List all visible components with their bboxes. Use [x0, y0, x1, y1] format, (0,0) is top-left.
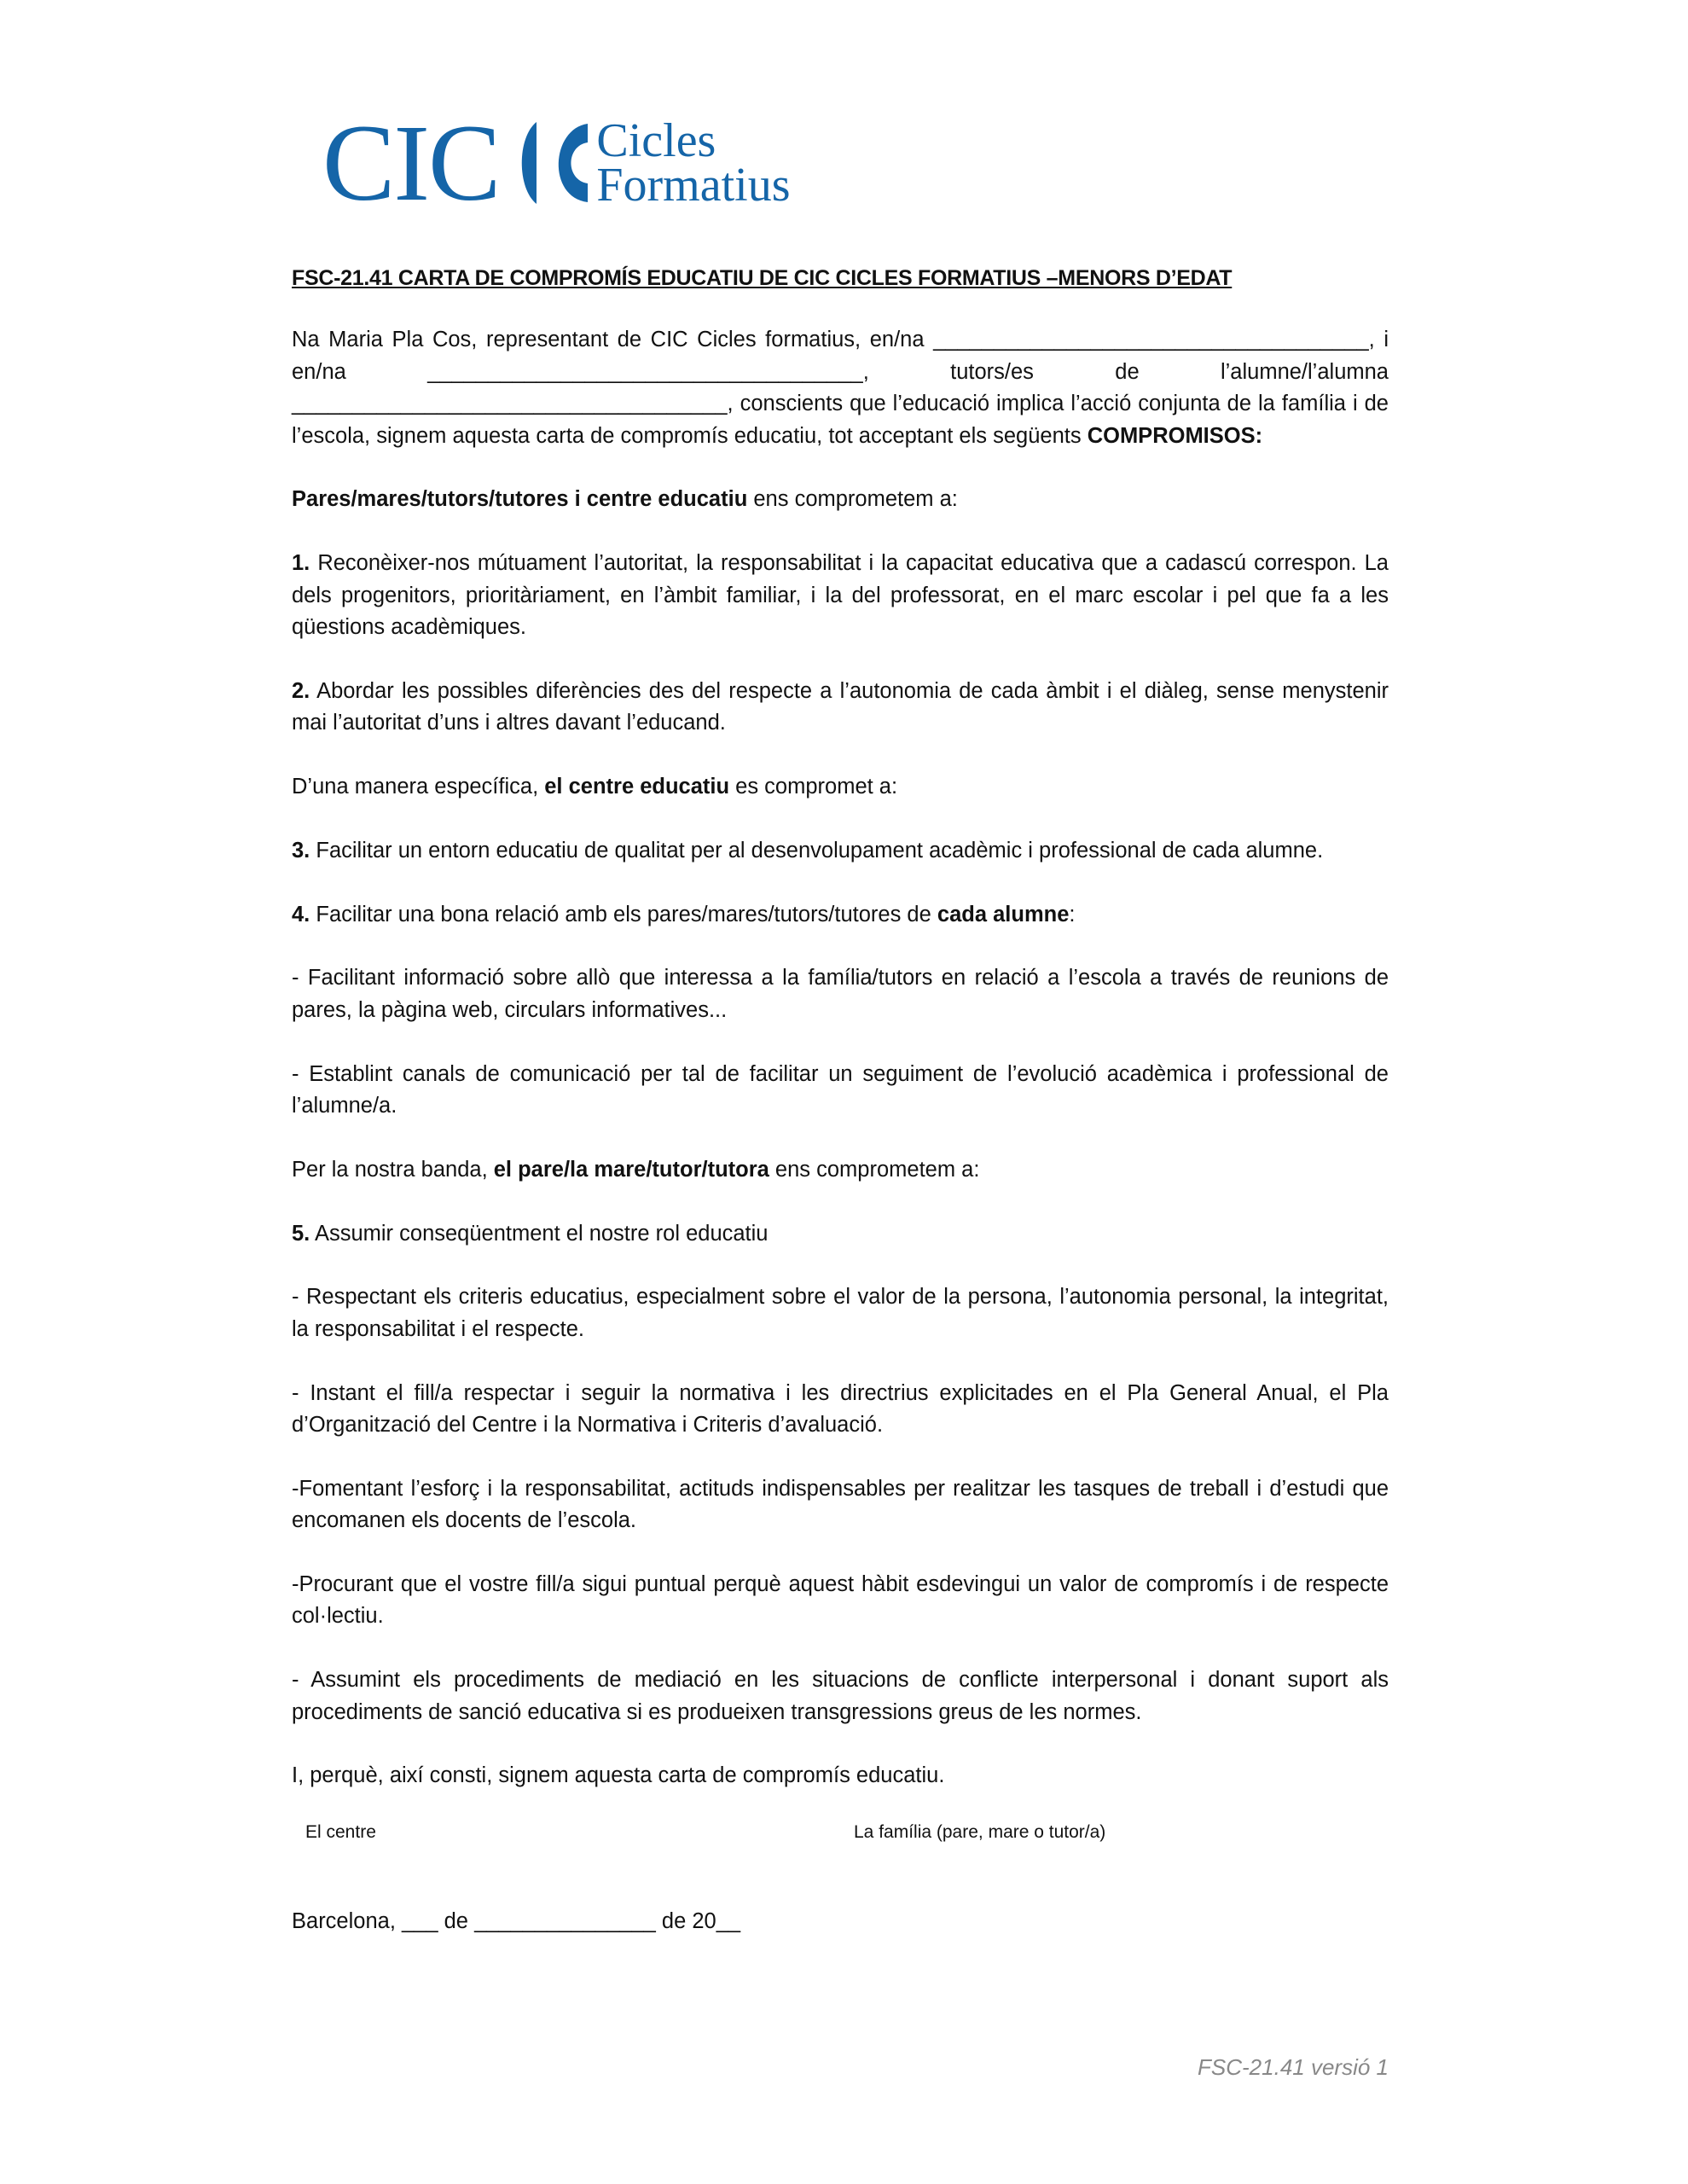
joint-heading	[292, 484, 1389, 515]
logo-cic-text: CIC	[322, 102, 500, 224]
item5-bullet: -Procurant que el vostre fill/a sigui puntual perquè aquest hàbit esdevingui un valor de compromís i de respecte col·lectiu.	[292, 1572, 1389, 1629]
intro-paragraph	[292, 324, 1389, 452]
item5-bullet: - Respectant els criteris educatius, especialment sobre el valor de la persona, l’autonomia personal, la integritat, la responsabilitat i el respecte.	[292, 1285, 1389, 1341]
family-heading-pre: Per la nostra banda,	[292, 1157, 494, 1182]
school-heading-post: es compromet a:	[729, 775, 898, 799]
school-heading-bold: el centre educatiu	[544, 775, 730, 799]
item-4	[292, 899, 1389, 931]
family-heading-bold: el pare/la mare/tutor/tutora	[493, 1157, 769, 1182]
date-line: Barcelona, ___ de _______________ de 20__	[292, 1909, 741, 1934]
joint-heading-text: ens comprometem a:	[747, 487, 958, 512]
item-number: 3.	[292, 838, 310, 863]
family-heading-post: ens comprometem a:	[769, 1157, 980, 1182]
closing-statement: I, perquè, així consti, signem aquesta carta de compromís educatiu.	[292, 1763, 945, 1788]
item-number: 5.	[292, 1221, 310, 1246]
item-text: Facilitar un entorn educatiu de qualitat per al desenvolupament acadèmic i professional de cada alumne.	[310, 838, 1324, 863]
signature-school-label: El centre	[305, 1821, 376, 1842]
school-heading-pre: D’una manera específica,	[292, 775, 545, 799]
item-3	[292, 835, 1389, 867]
item-post: :	[1069, 902, 1076, 926]
signature-family-label: La família (pare, mare o tutor/a)	[854, 1821, 1106, 1842]
document-version-footer: FSC-21.41 versió 1	[1198, 2054, 1389, 2080]
item4-bullet: - Establint canals de comunicació per tal de facilitar un seguiment de l’evolució acadèmica i professional de l’alumne/a.	[292, 1061, 1389, 1118]
item5-bullet: - Instant el fill/a respectar i seguir la normativa i les directrius explicitades en el Pla General Anual, el Pla d’Organització del Centre i la Normativa i Criteris d’avaluació.	[292, 1380, 1389, 1438]
item-number: 2.	[292, 678, 310, 703]
joint-heading-bold: Pares/mares/tutors/tutores i centre educatiu	[292, 487, 748, 512]
logo-words	[596, 114, 791, 212]
signature-labels	[305, 1816, 1389, 1848]
logo-line2: Formatius	[596, 159, 791, 212]
item-text: Facilitar una bona relació amb els pares/mares/tutors/tutores de	[310, 902, 937, 926]
item-text: Reconèixer-nos mútuament l’autoritat, la responsabilitat i la capacitat educativa que a cadascú correspon. La dels progenitors, prioritàriament, en l’àmbit familiar, i la del professorat, en el marc escolar i pel que fa a les qüestions acadèmiques.	[292, 551, 1389, 640]
item-text: Abordar les possibles diferències des del respecte a l’autonomia de cada àmbit i el diàleg, sense menystenir mai l’autoritat d’uns i altres davant l’educand.	[292, 678, 1389, 735]
item-5	[292, 1218, 1389, 1250]
item-1	[292, 548, 1389, 643]
school-heading	[292, 771, 1389, 803]
item-number: 1.	[292, 551, 310, 576]
item-bold: cada alumne	[937, 902, 1070, 926]
document-body	[292, 263, 1389, 1938]
family-heading	[292, 1154, 1389, 1186]
item4-bullet: - Facilitant informació sobre allò que interessa a la família/tutors en relació a l’escola a través de reunions de pares, la pàgina web, circulars informatives...	[292, 966, 1389, 1022]
logo-line1: Cicles	[596, 114, 716, 167]
item-number: 4.	[292, 902, 310, 926]
item-2	[292, 676, 1389, 740]
item5-bullet: - Assumint els procediments de mediació en les situacions de conflicte interpersonal i donant suport als procediments de sanció educativa si es produeixen transgressions greus de les normes.	[292, 1668, 1389, 1724]
intro-bold: COMPROMISOS:	[1087, 423, 1263, 448]
cic-logo	[322, 102, 791, 224]
intro-text: Na Maria Pla Cos, representant de CIC Cicles formatius, en/na ____________________________________, i en/na ____________________________________, tutors/es de l’alumne/l’alumna ____________________________________, conscients que l’educació implica l’acció conjunta de la família i de l’escola, signem aquesta carta de compromís educatiu, tot acceptant els següents	[292, 328, 1389, 448]
item5-bullet: -Fomentant l’esforç i la responsabilitat, actituds indispensables per realitzar les tasques de treball i d’estudi que encomanen els docents de l’escola.	[292, 1476, 1389, 1533]
document-title: FSC-21.41 CARTA DE COMPROMÍS EDUCATIU DE CIC CICLES FORMATIUS –MENORS D’EDAT	[292, 266, 1233, 290]
item-text: Assumir conseqüentment el nostre rol educatiu	[310, 1221, 769, 1246]
logo-mark-icon	[513, 120, 589, 206]
